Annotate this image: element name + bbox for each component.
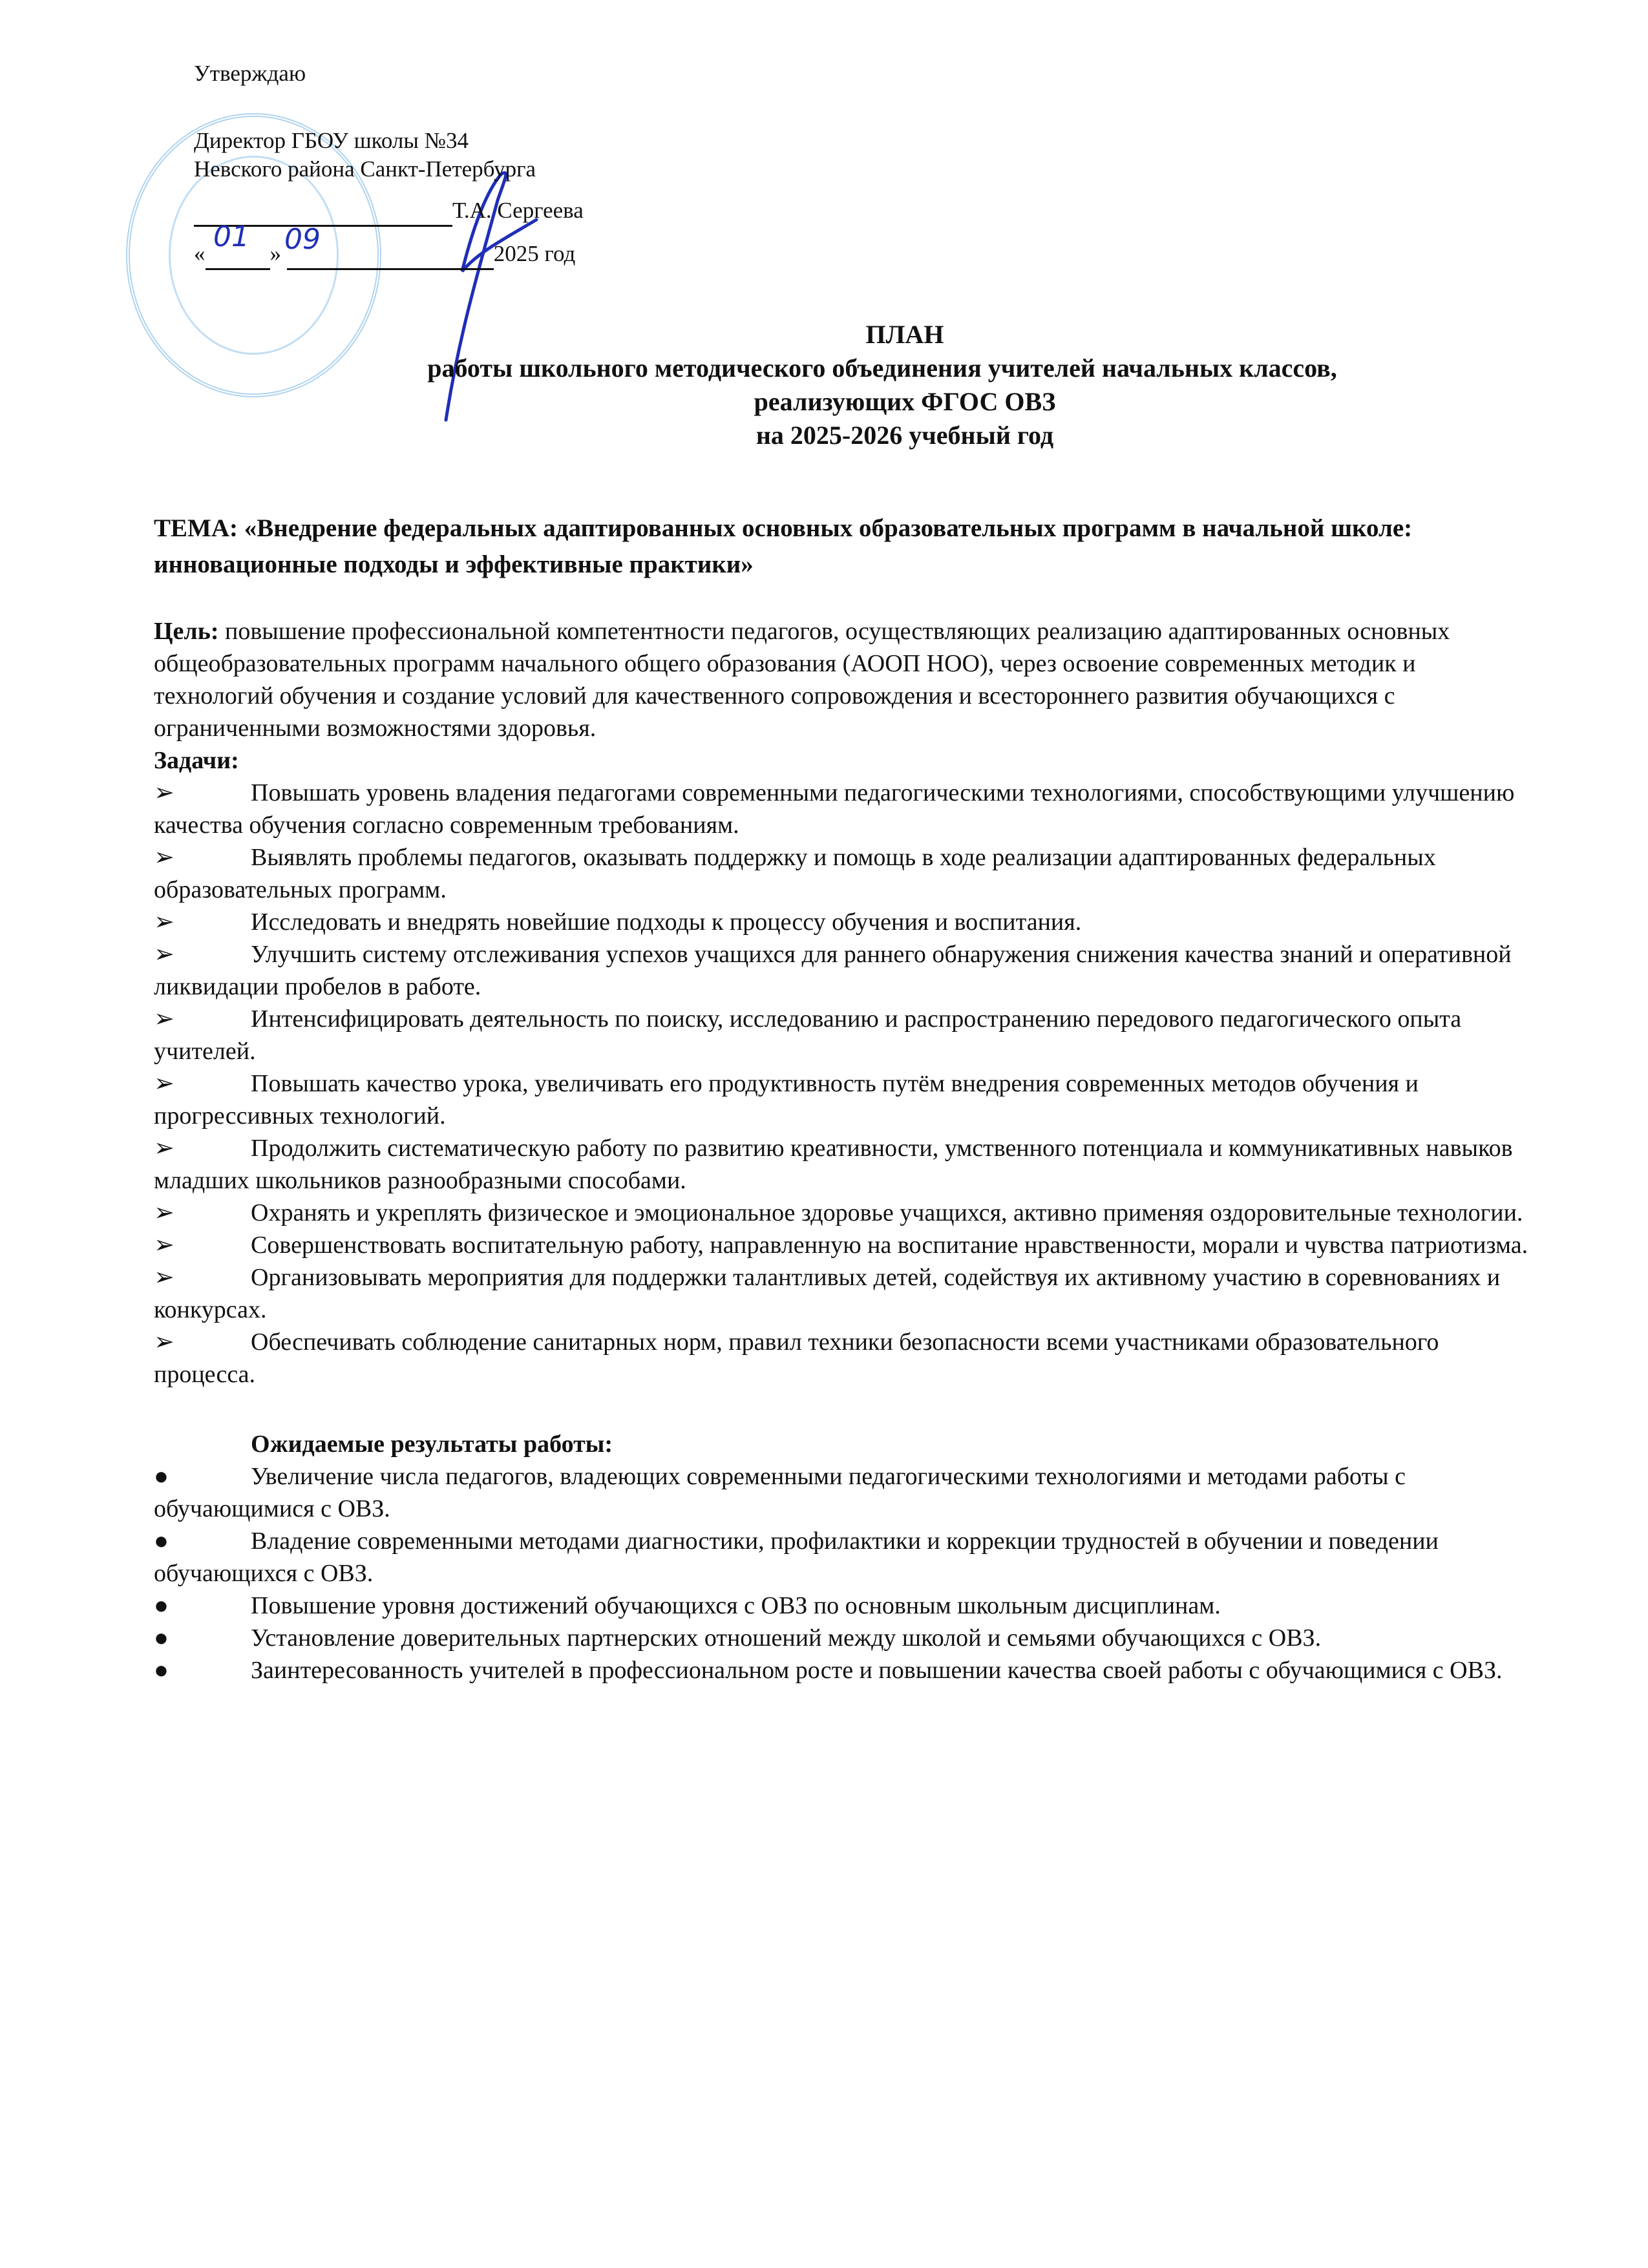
- task-item: ➢ Исследовать и внедрять новейшие подходы к процессу обучения и воспитания.: [154, 906, 1530, 938]
- task-item: ➢ Совершенствовать воспитательную работу, направленную на воспитание нравственности, морали и чувства патриотизма.: [154, 1229, 1530, 1261]
- goal: [154, 615, 1530, 744]
- title-standard: реализующих ФГОС ОВЗ: [754, 387, 1056, 416]
- arrow-bullet-icon: ➢: [154, 1005, 174, 1033]
- task-item: ➢ Улучшить систему отслеживания успехов учащихся для раннего обнаружения снижения качества знаний и оперативной ликвидации пробелов в работе.: [154, 938, 1530, 1003]
- task-item: ➢ Обеспечивать соблюдение санитарных норм, правил техники безопасности всеми участниками образовательного процесса.: [154, 1326, 1530, 1391]
- dot-bullet-icon: ●: [154, 1624, 169, 1652]
- director-position: Директор ГБОУ школы №34: [194, 128, 469, 153]
- signatory-name: Т.А. Сергеева: [452, 198, 584, 223]
- arrow-bullet-icon: ➢: [154, 1135, 174, 1162]
- task-item: ➢ Повышать уровень владения педагогами современными педагогическими технологиями, способствующими улучшению качества обучения согласно современным требованиям.: [154, 777, 1530, 841]
- task-item: ➢ Организовывать мероприятия для поддержки талантливых детей, содействуя их активному участию в соревнованиях и конкурсах.: [154, 1261, 1530, 1326]
- arrow-bullet-icon: ➢: [154, 908, 174, 936]
- arrow-bullet-icon: ➢: [154, 1328, 174, 1356]
- result-item: ● Повышение уровня достижений обучающихся с ОВЗ по основным школьным дисциплинам.: [154, 1590, 1530, 1622]
- tasks-list: [154, 777, 1530, 1391]
- dot-bullet-icon: ●: [154, 1463, 169, 1490]
- results-heading: Ожидаемые результаты работы:: [251, 1431, 613, 1458]
- title-plan: ПЛАН: [865, 320, 944, 349]
- title-year: на 2025-2026 учебный год: [755, 421, 1054, 450]
- approve-label: Утверждаю: [194, 61, 306, 86]
- handwritten-day: 01: [213, 220, 249, 253]
- task-item: ➢ Интенсифицировать деятельность по поиску, исследованию и распространению передового педагогического опыта учителей.: [154, 1003, 1530, 1067]
- title-subject: работы школьного методического объединения учителей начальных классов,: [427, 353, 1337, 383]
- arrow-bullet-icon: ➢: [154, 1070, 174, 1097]
- arrow-bullet-icon: ➢: [154, 941, 174, 968]
- arrow-bullet-icon: ➢: [154, 1232, 174, 1259]
- school-district: Невского района Санкт-Петербурга: [194, 156, 536, 182]
- handwritten-month: 09: [284, 223, 321, 256]
- result-item: ● Увеличение числа педагогов, владеющих современными педагогическими технологиями и методами работы с обучающимися с ОВЗ.: [154, 1460, 1530, 1525]
- result-item: ● Владение современными методами диагностики, профилактики и коррекции трудностей в обучении и поведении обучающихся с ОВЗ.: [154, 1525, 1530, 1590]
- arrow-bullet-icon: ➢: [154, 844, 174, 871]
- approval-date: « » 2025 год 01 09: [194, 240, 584, 270]
- dot-bullet-icon: ●: [154, 1592, 169, 1619]
- task-item: ➢ Выявлять проблемы педагогов, оказывать поддержку и помощь в ходе реализации адаптированных федеральных образовательных программ.: [154, 841, 1530, 906]
- task-item: ➢ Повышать качество урока, увеличивать его продуктивность путём внедрения современных методов обучения и прогрессивных технологий.: [154, 1067, 1530, 1132]
- tasks-heading: Задачи:: [154, 747, 239, 774]
- arrow-bullet-icon: ➢: [154, 779, 174, 806]
- dot-bullet-icon: ●: [154, 1657, 169, 1684]
- date-year: 2025 год: [493, 241, 576, 266]
- results-list: [154, 1460, 1530, 1686]
- document-title: [0, 318, 1648, 452]
- arrow-bullet-icon: ➢: [154, 1264, 174, 1291]
- arrow-bullet-icon: ➢: [154, 1199, 174, 1226]
- theme: ТЕМА: «Внедрение федеральных адаптированных основных образовательных программ в начальной школе: инновационные подходы и эффективные практики»: [154, 514, 1413, 578]
- task-item: ➢ Продолжить систематическую работу по развитию креативности, умственного потенциала и коммуникативных навыков младших школьников разнообразными способами.: [154, 1132, 1530, 1197]
- result-item: ● Заинтересованность учителей в профессиональном росте и повышении качества своей работы с обучающимися с ОВЗ.: [154, 1654, 1530, 1686]
- goal-text: повышение профессиональной компетентности педагогов, осуществляющих реализацию адаптированных основных общеобразовательных программ начального общего образования (АООП НОО), через освоение современных методик и технологий обучения и создание условий для качественного сопровождения и всестороннего развития обучающихся с ограниченными возможностями здоровья.: [154, 618, 1450, 742]
- task-item: ➢ Охранять и укреплять физическое и эмоциональное здоровье учащихся, активно применяя оздоровительные технологии.: [154, 1197, 1530, 1229]
- result-item: ● Установление доверительных партнерских отношений между школой и семьями обучающихся с ОВЗ.: [154, 1622, 1530, 1654]
- goal-label: Цель:: [154, 618, 219, 645]
- dot-bullet-icon: ●: [154, 1528, 169, 1555]
- approval-block: [194, 59, 584, 270]
- document-body: [154, 510, 1530, 1686]
